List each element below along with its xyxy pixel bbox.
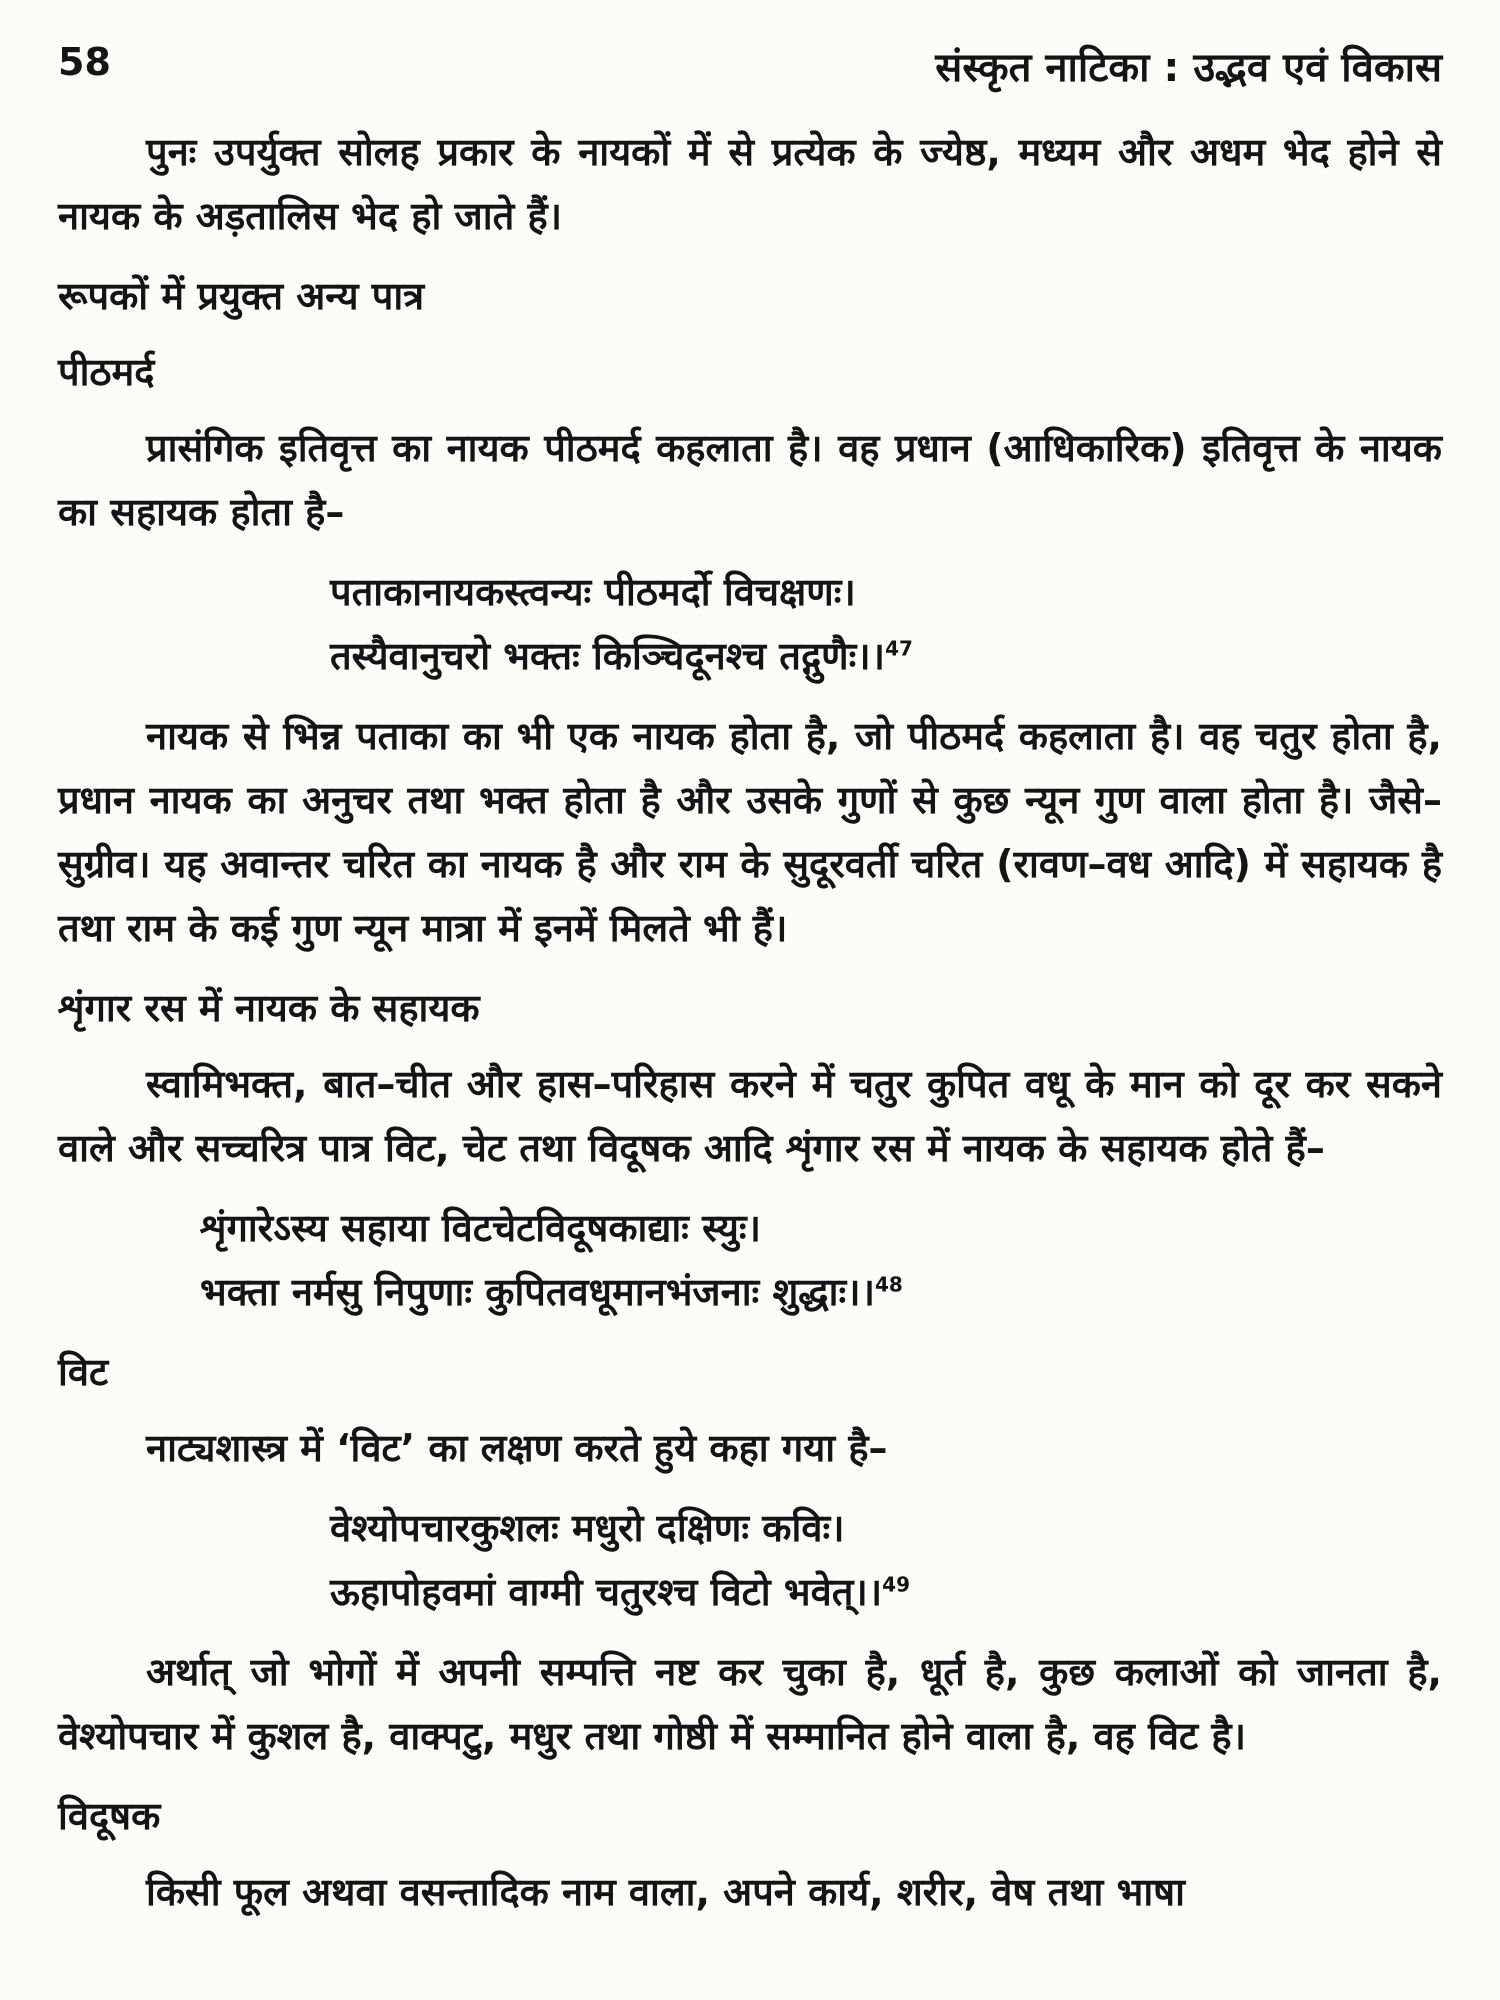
page-body [58, 120, 1442, 1940]
verse-47-line-2-text: तस्यैवानुचरो भक्तः किञ्चिदूनश्च तद्गुणैः।। [330, 634, 886, 678]
verse-48-line-2-text: भक्ता नर्मसु निपुणाः कुपितवधूमानभंजनाः शुद्धाः।। [200, 1270, 875, 1314]
page-number: 58 [58, 40, 111, 84]
verse-47-line-2 [330, 624, 1442, 688]
verse-49-line-2 [330, 1560, 1442, 1624]
running-title: संस्कृत नाटिका : उद्भव एवं विकास [935, 45, 1442, 91]
paragraph-2: प्रासंगिक इतिवृत्त का नायक पीठमर्द कहलाता है। वह प्रधान (आधिकारिक) इतिवृत्त के नायक का सहायक होता है– [58, 426, 1442, 534]
verse-47 [58, 560, 1442, 688]
footnote-ref-47: 47 [885, 636, 913, 661]
verse-47-line-1: पताकानायकस्त्वन्यः पीठमर्दो विचक्षणः। [330, 570, 856, 614]
page-header [58, 34, 1442, 94]
footnote-ref-49: 49 [882, 1572, 911, 1597]
paragraph-4: स्वामिभक्त, बात–चीत और हास–परिहास करने में चतुर कुपित वधू के मान को दूर कर सकने वाले और सच्चरित्र पात्र विट, चेट तथा विदूषक आदि शृंगार रस में नायक के सहायक होते हैं– [58, 1062, 1442, 1170]
footnote-ref-48: 48 [874, 1272, 903, 1297]
verse-49 [58, 1496, 1442, 1624]
heading-pithamarda: पीठमर्द [58, 350, 155, 394]
verse-49-line-1: वेश्योपचारकुशलः मधुरो दक्षिणः कविः। [330, 1506, 845, 1550]
heading-vita: विट [58, 1350, 109, 1394]
paragraph-6: अर्थात् जो भोगों में अपनी सम्पत्ति नष्ट कर चुका है, धूर्त है, कुछ कलाओं को जानता है, वेश्योपचार में कुशल है, वाक्पटु, मधुर तथा गोष्ठी में सम्मानित होने वाला है, वह विट है। [58, 1650, 1442, 1758]
heading-shringara-helpers: शृंगार रस में नायक के सहायक [58, 986, 480, 1030]
heading-vidushaka: विदूषक [58, 1794, 161, 1838]
paragraph-3: नायक से भिन्न पताका का भी एक नायक होता है, जो पीठमर्द कहलाता है। वह चतुर होता है, प्रधान नायक का अनुचर तथा भक्त होता है और उसके गुणों से कुछ न्यून गुण वाला होता है। जैसे–सुग्रीव। यह अवान्तर चरित का नायक है और राम के सुदूरवर्ती चरित (रावण–वध आदि) में सहायक है तथा राम के कई गुण न्यून मात्रा में इनमें मिलते भी हैं। [58, 714, 1442, 950]
paragraph-5: नाट्यशास्त्र में ‘विट’ का लक्षण करते हुये कहा गया है– [146, 1426, 888, 1470]
paragraph-1: पुनः उपर्युक्त सोलह प्रकार के नायकों में से प्रत्येक के ज्येष्ठ, मध्यम और अधम भेद होने से नायक के अड़तालिस भेद हो जाते हैं। [58, 130, 1442, 238]
verse-49-line-2-text: ऊहापोहवमां वाग्मी चतुरश्च विटो भवेत्।। [330, 1570, 883, 1614]
paragraph-7: किसी फूल अथवा वसन्तादिक नाम वाला, अपने कार्य, शरीर, वेष तथा भाषा [146, 1870, 1185, 1914]
verse-48-line-1: शृंगारेऽस्य सहाया विटचेटविदूषकाद्याः स्युः। [200, 1206, 761, 1250]
verse-48-line-2 [200, 1260, 1442, 1324]
verse-48 [58, 1196, 1442, 1324]
heading-other-characters: रूपकों में प्रयुक्त अन्य पात्र [58, 274, 425, 318]
